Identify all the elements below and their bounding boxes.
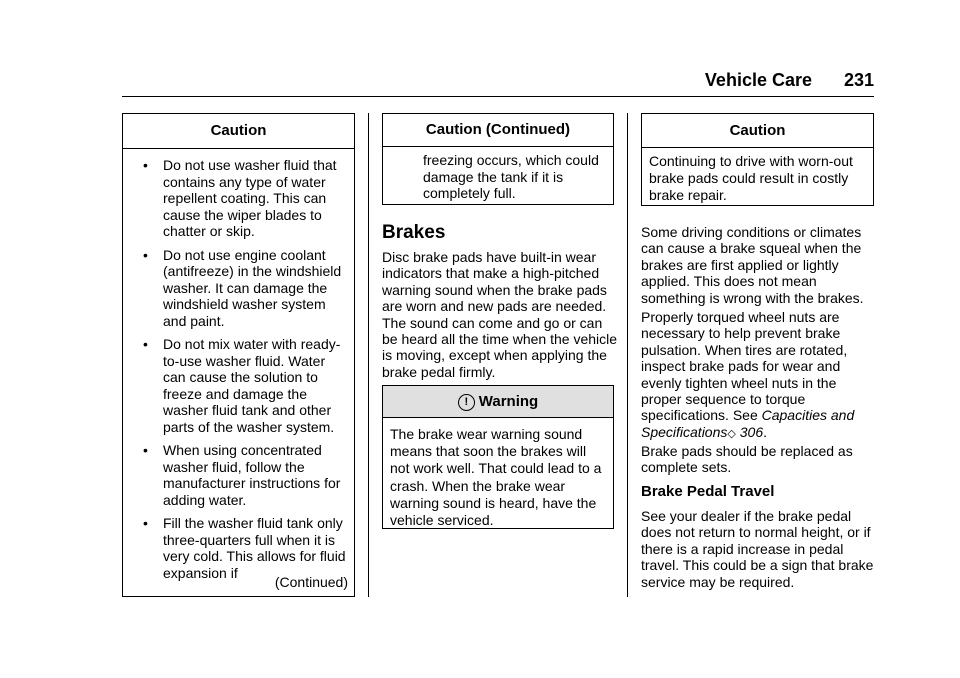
caution-title: Caution — [642, 114, 873, 148]
caution-bullet — [123, 157, 348, 240]
brake-squeal-paragraph: Some driving conditions or climates can cause a brake squeal when the brakes are first applied or lightly applied. This does not mean something is wrong with the brakes. — [641, 224, 864, 306]
bullet-text: Do not mix water with ready-to-use washer fluid. Water can cause the solution to freeze and damage the washer fluid tank and other parts of the washer system. — [163, 336, 341, 435]
page-number: 231 — [843, 70, 874, 90]
caution-bullet-list — [123, 149, 354, 581]
caution-continued-title: Caution (Continued) — [383, 114, 613, 147]
bullet-glyph: • — [143, 442, 148, 458]
brakes-paragraph: Disc brake pads have built-in wear indicators that make a high-pitched warning sound when the brake pads are worn and new pads are needed. The sound can come and go or can be heard all the time when the vehicle is moving, except when applying the brake pedal firmly. — [382, 249, 618, 380]
page-header — [122, 70, 874, 96]
column-divider-1 — [368, 113, 369, 597]
brake-pedal-paragraph: See your dealer if the brake pedal does not return to normal height, or if there is a rapid increase in pedal travel. This could be a sign that brake service may be required. — [641, 508, 874, 590]
page-ref-icon: ◇ — [727, 427, 736, 440]
brakes-heading: Brakes — [382, 222, 446, 243]
caution-bullet — [123, 442, 348, 508]
warning-icon: ! — [458, 394, 475, 411]
bullet-glyph: • — [143, 246, 148, 263]
capacities-link[interactable]: Capacities and Specifications — [641, 407, 855, 440]
bullet-text: Fill the washer fluid tank only three-quarters full when it is very cold. This allows for fluid expansion if — [163, 515, 346, 581]
caution-bullet — [123, 336, 348, 435]
warning-box — [382, 385, 614, 529]
continued-label: (Continued) — [274, 574, 348, 590]
bullet-glyph: • — [143, 336, 148, 352]
bullet-text: When using concentrated washer fluid, follow the manufacturer instructions for adding water. — [163, 442, 341, 508]
section-title: Vehicle Care — [704, 70, 812, 90]
wheel-nuts-text: Properly torqued wheel nuts are necessary to help prevent brake pulsation. When tires are rotated, inspect brake pads for wear and evenly tighten wheel nuts in the proper sequence to torque specifications. See — [641, 309, 848, 424]
caution-bullet — [123, 515, 348, 581]
bullet-text: Do not use engine coolant (antifreeze) in the windshield washer. It can damage the windshield washer system and paint. — [163, 246, 342, 329]
caution-bullet — [123, 247, 348, 330]
warning-header — [383, 386, 613, 418]
period: . — [763, 423, 767, 440]
column-divider-2 — [627, 113, 628, 597]
bullet-glyph: • — [143, 515, 148, 531]
caution-continued-text: freezing occurs, which could damage the tank if it is completely full. — [423, 152, 599, 201]
page-ref-number[interactable]: 306 — [739, 423, 764, 440]
caution-title: Caution — [123, 114, 354, 149]
bullet-glyph: • — [143, 157, 148, 173]
warning-title: Warning — [478, 393, 539, 410]
caution-text: Continuing to drive with worn-out brake pads could result in costly brake repair. — [649, 153, 853, 203]
replace-pads-paragraph: Brake pads should be replaced as complete sets. — [641, 443, 853, 476]
header-rule — [122, 96, 874, 97]
caution-continued-box — [382, 113, 614, 205]
warning-text: The brake wear warning sound means that soon the brakes will not work well. That could lead to a crash. When the brake wear warning sound is heard, have the vehicle serviced. — [390, 426, 602, 529]
caution-box-washer — [122, 113, 355, 597]
brake-pedal-heading: Brake Pedal Travel — [641, 483, 775, 500]
bullet-text: Do not use washer fluid that contains any type of water repellent coating. This can cause the wiper blades to chatter or skip. — [163, 157, 337, 239]
caution-box-brake-pads — [641, 113, 874, 206]
wheel-nuts-paragraph — [641, 309, 877, 442]
